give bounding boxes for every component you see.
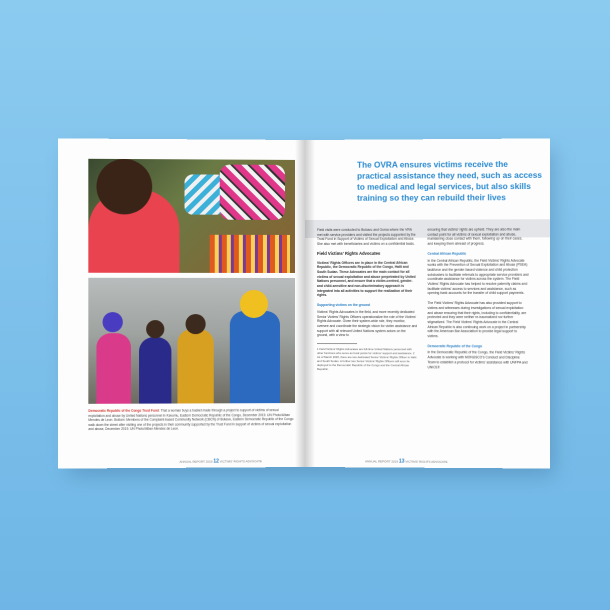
head-2 xyxy=(146,320,164,338)
figure-blue-dress xyxy=(230,311,280,403)
figure-blue xyxy=(139,337,171,403)
photo-basket-market xyxy=(88,159,295,273)
col1-bold: Victims' Rights Officers are in place in the Central African Republic, the Democratic Republic of the Congo, Haiti and South Sudan. These Advocates are the main contact for all victims of sexual exploitation and abuse perpetrated by United Nations personnel, and ensure that a victim-centred, gender- and child-sensitive and non-discriminatory approach is integrated into all activities to support the realization of their rights. xyxy=(316,260,416,298)
col1-heading: Field Victims' Rights Advocates xyxy=(316,250,381,256)
basket-striped xyxy=(210,235,290,273)
footer-label: ANNUAL REPORT 2019 xyxy=(365,459,399,464)
footer-right-label: VICTIMS' RIGHTS ADVOCATE xyxy=(219,459,262,464)
left-footer xyxy=(179,458,261,465)
figure-pink xyxy=(96,333,130,404)
column-1 xyxy=(317,228,417,372)
col2-car-heading: Central African Republic xyxy=(427,251,467,256)
figure-yellow xyxy=(177,329,213,403)
column-2 xyxy=(428,227,529,375)
left-page xyxy=(58,138,305,468)
photo-caption xyxy=(88,408,295,432)
col1-intro: Field visits were conducted to Bukavu and Goma where the VRA met with service providers and visited the projects supported by the Trust Fund in Support of Victims of Sexual Exploitation and Abuse. She also met with beneficiaries and victims on a confidential basis. xyxy=(316,227,416,247)
booklet-spine xyxy=(295,140,315,467)
photo-women-walking xyxy=(88,278,295,404)
col2-body2: The Field Victims' Rights Advocate has also provided support to victims and witnesses during investigations of sexual exploitation and abuse ensuring that their rights, including to confidentiality, are protected and they were neither re-traumatized nor further stigmatized. The Field Victims' Rights Advocate in the Central African Republic is also continuing work on a project in partnership with the American Bar Association to provide legal support to victims. xyxy=(427,301,527,339)
footnote-rule xyxy=(317,343,357,344)
headwrap-blue xyxy=(103,312,123,332)
basket-blue xyxy=(185,174,225,214)
col1-footnotes: 1 Field Victims' Rights Advocates are full-time United Nations personnel with other functions who serve as focal points for victims' support and assistance. 2 As of March 2020, there are two dedicated Senior Victims' Rights Officer in Haiti and South Sudan. A further two Senior Victims' Rights Officers will soon be deployed to the Democratic Republic of the Congo and the Central African Republic. xyxy=(316,347,417,372)
woman-head xyxy=(96,159,152,215)
right-page xyxy=(305,138,550,468)
col2-car-body: In the Central African Republic, the Field Victims' Rights Advocate works with the Prevention of Sexual Exploitation and Abuse (PSEA) taskforce and the gender-based violence and child protection subclusters to facilitate referrals to appropriate service providers and coordinate assistance for victims across the system. The Field Victims' Rights Advocate has helped to resolve paternity claims and facilitate victims' access to services and assistance, such as opening bank accounts for the transfer of child support payments. xyxy=(427,258,529,296)
caption-title: Democratic Republic of the Congo Trust Fund xyxy=(88,408,159,413)
right-footer xyxy=(365,458,448,465)
headwrap-yellow xyxy=(240,290,268,318)
col2-drc-body: In the Democratic Republic of the Congo, the Field Victims' Rights Advocate is working with MONUSCO's Conduct and Discipline Team to establish a protocol for victims' assistance with UNFPA and UNICEF. xyxy=(427,350,528,369)
caption-body: : That a woman buys a basket made through a project to support of victims of sexual exploitation and abuse by United Nations personnel in Kavumu, Eastern Democratic Republic of the Congo, December 2019. UN Photo/Alban Mendes de Leon. Bottom: Members of the Complaint-based Community Network (CBCN) of Bukavu, Eastern Democratic Republic of the Congo walk down the street after visiting one of the projects in their community supported by the Trust Fund in support of victims of sexual exploitation and abuse, December 2019. UN Photo/Alban Mendes de Leon. xyxy=(88,408,294,432)
footer-right-label: VICTIMS' RIGHTS ADVOCATE xyxy=(405,459,448,464)
head-3 xyxy=(186,314,206,334)
page-number: 13 xyxy=(398,458,405,465)
footer-label: ANNUAL REPORT 2019 xyxy=(179,459,213,464)
col2-intro: ensuring that victims' rights are upheld. They are also the main contact point for all victims of sexual exploitation and abuse, maintaining close contact with them, following up on their cases, and keeping them abreast of progress. xyxy=(427,227,523,246)
col2-drc-heading: Democratic Republic of the Congo xyxy=(427,343,483,349)
col1-subheading: Supporting victims on the ground xyxy=(316,303,371,308)
pull-quote: The OVRA ensures victims receive the practical assistance they need, such as access to medical and legal services, but also skills training so they can rebuild their lives xyxy=(357,159,542,203)
basket-pink xyxy=(220,165,285,220)
page-number: 12 xyxy=(213,458,219,465)
col1-body: Victims' Rights Advocates in the field, and more recently dedicated Senior Victims' Rights Officers operationalize the role of the Victims' Rights Advocate. Given their system-wide role, they monitor, oversee and coordinate the strategic vision for victim assistance and support with all relevant United Nations system actors on the ground, with a view to xyxy=(316,309,418,338)
